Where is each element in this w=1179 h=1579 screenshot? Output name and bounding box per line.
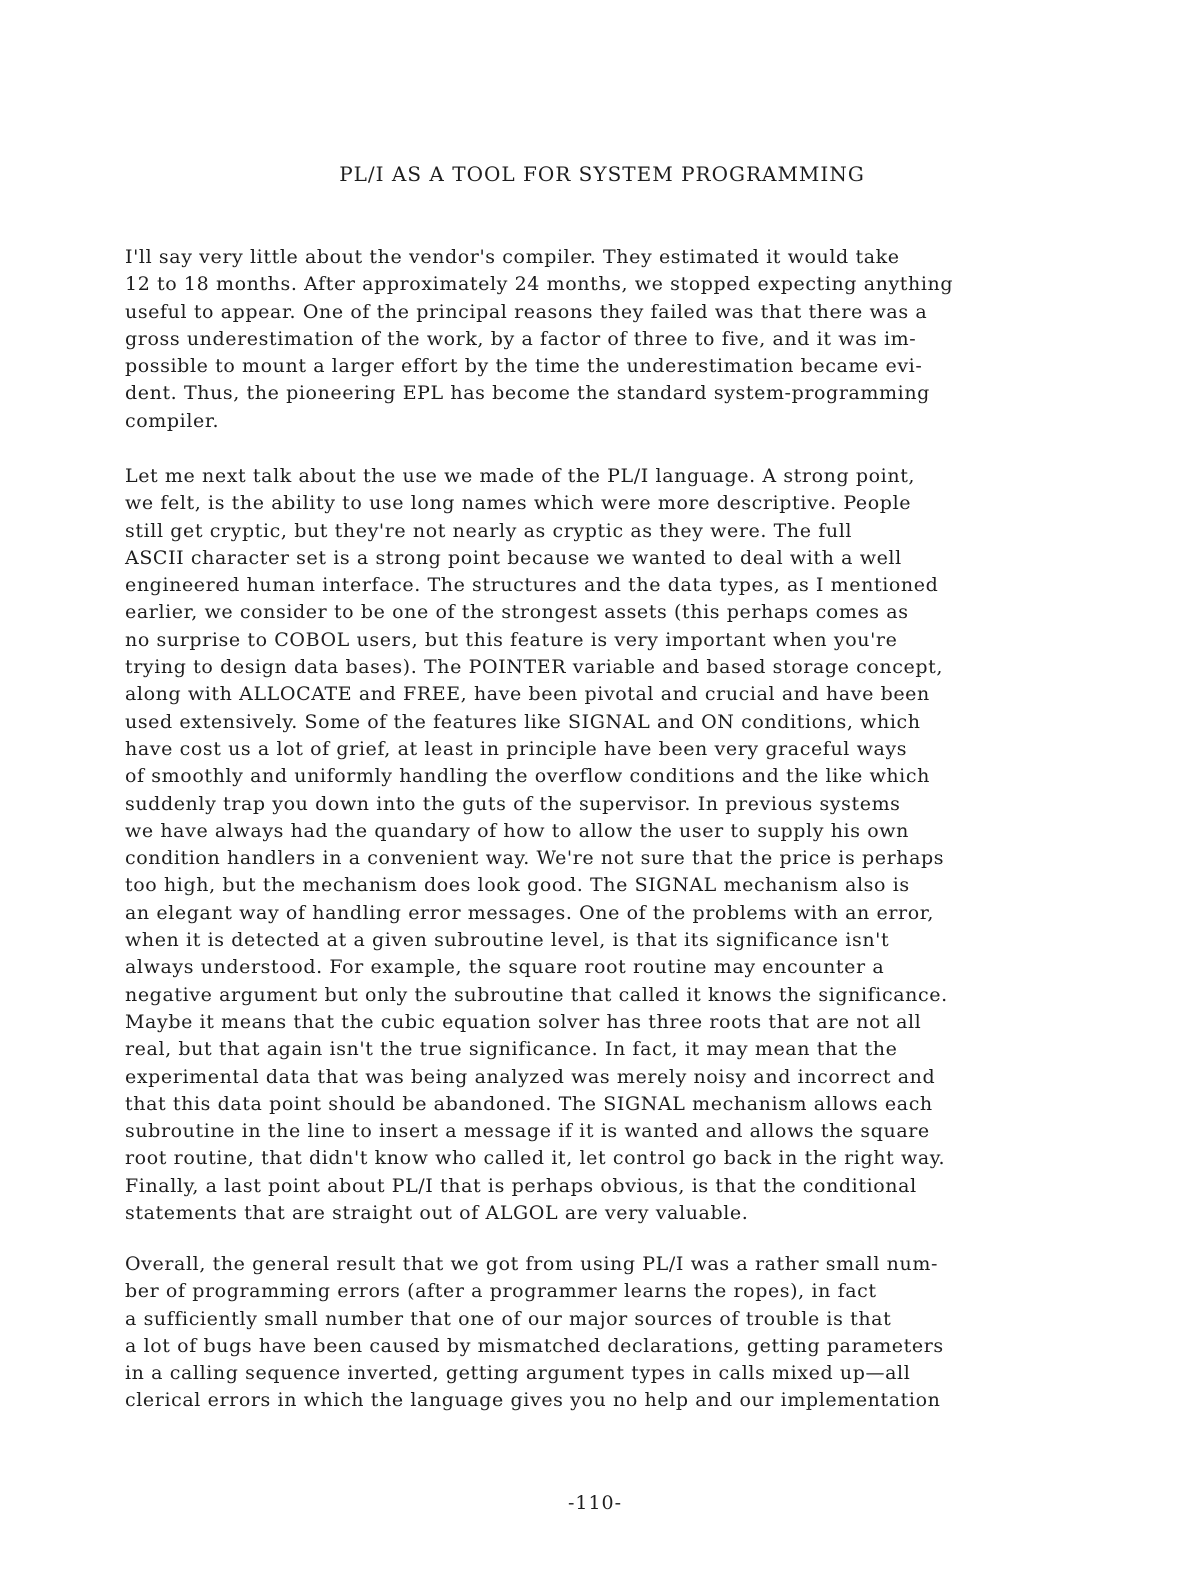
text-line: always understood. For example, the square root routine may encounter a (125, 956, 885, 979)
text-line: I'll say very little about the vendor's compiler. They estimated it would take (125, 246, 900, 268)
text-line: condition handlers in a convenient way. We're not sure that the price is perhaps (125, 847, 945, 870)
text-line: engineered human interface. The structures and the data types, as I mentioned (125, 574, 939, 597)
text-line: suddenly trap you down into the guts of the supervisor. In previous systems (125, 792, 901, 815)
text-line: subroutine in the line to insert a message if it is wanted and allows the square (125, 1120, 930, 1143)
text-line: ber of programming errors (after a programmer learns the ropes), in fact (125, 1280, 877, 1303)
paragraph-language-use (125, 463, 1115, 1227)
text-line: Finally, a last point about PL/I that is perhaps obvious, is that the conditional (125, 1174, 917, 1197)
text-line: used extensively. Some of the features like SIGNAL and ON conditions, which (125, 710, 921, 733)
text-line: Let me next talk about the use we made of the PL/I language. A strong point, (125, 465, 916, 487)
text-line: no surprise to COBOL users, but this feature is very important when you're (125, 628, 898, 651)
text-line: still get cryptic, but they're not nearly as cryptic as they were. The full (125, 519, 853, 542)
text-line: possible to mount a larger effort by the time the underestimation became evi- (125, 355, 923, 378)
text-line: along with ALLOCATE and FREE, have been pivotal and crucial and have been (125, 683, 930, 706)
page-title: PL/I AS A TOOL FOR SYSTEM PROGRAMMING (339, 162, 865, 186)
text-line: useful to appear. One of the principal reasons they failed was that there was a (125, 300, 928, 323)
text-line: we have always had the quandary of how to allow the user to supply his own (125, 819, 909, 842)
text-line: clerical errors in which the language gives you no help and our implementation (125, 1389, 941, 1412)
text-line: have cost us a lot of grief, at least in principle have been very graceful ways (125, 737, 908, 760)
text-line: in a calling sequence inverted, getting argument types in calls mixed up—all (125, 1362, 911, 1385)
text-line: we felt, is the ability to use long names which were more descriptive. People (125, 492, 912, 515)
text-line: real, but that again isn't the true significance. In fact, it may mean that the (125, 1038, 898, 1061)
text-line: an elegant way of handling error messages. One of the problems with an error, (125, 901, 934, 924)
text-line: a lot of bugs have been caused by mismatched declarations, getting parameters (125, 1334, 944, 1357)
paragraph-overall-result (125, 1251, 1115, 1415)
text-line: statements that are straight out of ALGOL are very valuable. (125, 1202, 749, 1225)
page-number: -110- (567, 1492, 623, 1514)
text-line: compiler. (125, 409, 220, 432)
text-line: ASCII character set is a strong point because we wanted to deal with a well (125, 546, 902, 569)
text-line: root routine, that didn't know who called it, let control go back in the right way. (125, 1147, 946, 1170)
text-line: Overall, the general result that we got from using PL/I was a rather small num- (125, 1253, 938, 1275)
text-line: gross underestimation of the work, by a factor of three to five, and it was im- (125, 327, 917, 350)
text-line: experimental data that was being analyzed was merely noisy and incorrect and (125, 1065, 936, 1088)
text-line: a sufficiently small number that one of our major sources of trouble is that (125, 1307, 892, 1330)
text-line: of smoothly and uniformly handling the overflow conditions and the like which (125, 765, 930, 788)
text-line: that this data point should be abandoned. The SIGNAL mechanism allows each (125, 1092, 933, 1115)
paragraph-vendor-compiler (125, 244, 1115, 435)
text-line: trying to design data bases). The POINTER variable and based storage concept, (125, 656, 943, 679)
text-line: 12 to 18 months. After approximately 24 months, we stopped expecting anything (125, 273, 954, 296)
text-line: when it is detected at a given subroutine level, is that its significance isn't (125, 929, 890, 952)
text-line: Maybe it means that the cubic equation solver has three roots that are not all (125, 1010, 922, 1033)
text-line: negative argument but only the subroutine that called it knows the significance. (125, 983, 948, 1006)
text-line: too high, but the mechanism does look good. The SIGNAL mechanism also is (125, 874, 910, 897)
text-line: dent. Thus, the pioneering EPL has become the standard system-programming (125, 382, 930, 405)
text-line: earlier, we consider to be one of the strongest assets (this perhaps comes as (125, 601, 909, 624)
